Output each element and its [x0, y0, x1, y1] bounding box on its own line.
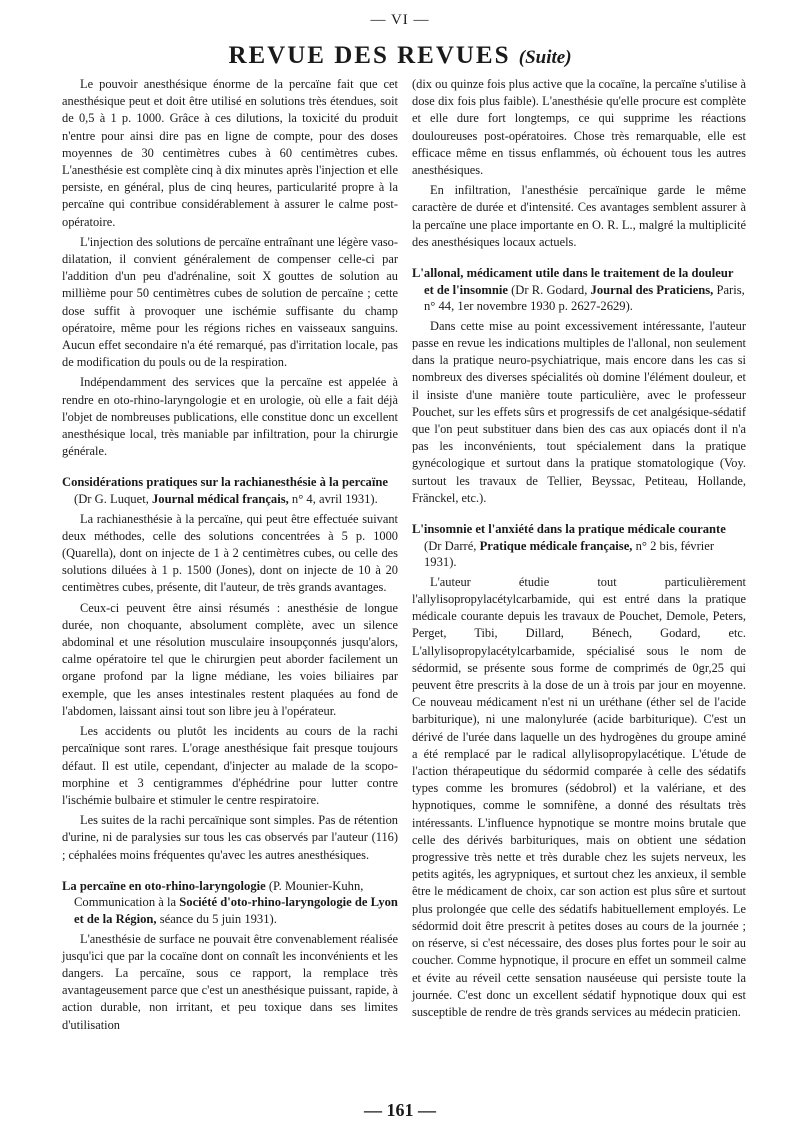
- article-author: (P. Mounier-Kuhn, Communication à la: [74, 878, 364, 910]
- running-title-text: REVUE DES REVUES: [228, 42, 511, 69]
- running-title: [0, 42, 800, 70]
- article-journal: Société d'oto-rhino-laryngologie de Lyon et de la Région,: [74, 895, 398, 926]
- paragraph: Les suites de la rachi percaïnique sont simples. Pas de rétention d'urine, ni de paralysies sur tous les cas observés par l'auteur (116) ; céphalées moins fréquentes qu'avec les autres anesthésiques.: [62, 813, 398, 862]
- paragraph: La rachianesthésie à la percaïne, qui peut être effectuée suivant deux méthodes, celle des solutions concentrées à 5 p. 1000 (Quarella), dont on injecte de 1 à 2 centimètres cubes, ou celle des solutions diluées à 1 p. 1500 (Jones), dont on injecte de 10 à 20 centimètres cubes, présente, dit l'auteur, de très grands avantages.: [62, 511, 398, 595]
- article-title: L'insomnie et l'anxiété dans la pratique médicale courante: [412, 522, 726, 537]
- paragraph: L'anesthésie de surface ne pouvait être convenablement réalisée jusqu'ici que par la cocaïne dont on connaît les inconvénients et les dangers. La percaïne, sous ce rapport, la remplace très avantageusement parce que c'est un anesthésique puissant, rapide, à action durable, non irritant, et peu toxique dans ses limites d'utilisation: [62, 931, 398, 1032]
- paragraph: Ceux-ci peuvent être ainsi résumés : anesthésie de longue durée, non choquante, absolument complète, avec un silence abdominal et une résolution musculaire insoupçonnés jusqu'alors, calme opératoire tel que le chirurgien peut aborder facilement un organe profond par la ligne médiane, les voies biliaires par exemple, que les anses intestinales restent plaquées au fond de l'abdomen, laissant ainsi tout son libre jeu à l'opérateur.: [62, 600, 398, 718]
- paragraph: (dix ou quinze fois plus active que la cocaïne, la percaïne s'utilise à dose dix fois plus faible). L'anesthésie qu'elle procure est complète et elle dure fort longtemps, ce qui supprime les réactions douloureuses post-opératoires. Chose très remarquable, elle est efficace même en tissus enflammés, où échouent tous les autres anesthésiques.: [412, 77, 746, 178]
- article-journal: Journal des Praticiens,: [590, 282, 714, 297]
- article-author: (Dr Darré,: [424, 538, 480, 553]
- page-number: — 161 —: [364, 1100, 436, 1120]
- article-reference: Paris, n° 44, 1er novembre 1930 p. 2627-2629).: [424, 282, 745, 314]
- top-folio: — VI —: [370, 12, 430, 28]
- left-column: [62, 76, 398, 1037]
- article-journal: Journal médical français,: [152, 492, 289, 507]
- article-heading: [62, 878, 398, 928]
- article-title: Considérations pratiques sur la rachianesthésie à la percaïne: [62, 475, 388, 490]
- paragraph: Les accidents ou plutôt les incidents au cours de la rachi percaïnique sont rares. L'orage anesthésique fait presque toujours défaut. Il est utile, cependant, d'injecter au malade de la scopo-morphine et 3 centigrammes d'éphédrine pour lutter contre l'ischémie bulbaire et stimuler le centre respiratoire.: [62, 724, 398, 807]
- article-author: (Dr G. Luquet,: [74, 492, 152, 507]
- article-heading: [412, 265, 746, 315]
- paragraph: En infiltration, l'anesthésie percaïnique garde le même caractère de durée et d'intensité. Ces avantages semblent assurer à la percaïne une place importante en O. R. L., malgré la multiplicité des anesthésiques locaux actuels.: [412, 183, 746, 249]
- article-heading: [412, 521, 746, 571]
- article-heading: [62, 474, 398, 507]
- article-title: La percaïne en oto-rhino-laryngologie: [62, 878, 266, 893]
- right-column: [412, 76, 746, 1024]
- paragraph: Dans cette mise au point excessivement intéressante, l'auteur passe en revue les indications multiples de l'allonal, non seulement dans la pratique neuro-psychiatrique, mais encore dans les cas si nombreux des diverses spécialités où domine l'élément douleur, et il insiste d'une manière toute particulière, avec le professeur Pouchet, sur les effets sûrs et progressifs de cet analgésique-sédatif que l'on peut substituer dans bien des cas aux opiacés dont il n'a pas les inconvénients, tout spécialement dans la pratique gynécologique et surtout dans la pratique stomatologique (Voy. surtout les travaux de Tellier, Beyssac, Petiteau, Hollande, Fränckel, etc.).: [412, 318, 746, 505]
- article-journal: Pratique médicale française,: [479, 538, 633, 553]
- running-title-suite: (Suite): [518, 47, 572, 68]
- paragraph: Indépendamment des services que la percaïne est appelée à rendre en oto-rhino-laryngologie et en urologie, où elle a fait déjà l'objet de nombreuses publications, elle constitue donc un excellent anesthésique local, très maniable par infiltration, pour la chirurgie générale.: [62, 375, 398, 459]
- article-title: L'allonal, médicament utile dans le traitement de la douleur et de l'insomnie: [412, 266, 734, 297]
- article-reference: n° 2 bis, février 1931).: [424, 538, 715, 570]
- paragraph: L'auteur étudie tout particulièrement l'allylisopropylacétylcarbamide, qui est entré dans la pratique médicale courante depuis les travaux de Pouchet, Demole, Peters, Perget, Tibi, Dillard, Bénech, Godard, etc. L'allylisopropylacétylcarbamide, spécialisé sous le nom de sédormid, se présente sous forme de comprimés de 0gr,25 qui peuvent être prescrits à la dose de un à trois par jour en moyenne. Ce nouveau médicament n'est ni un uréthane (éther sel de l'acide barbiturique), ni une malonylurée (acide barbiturique). C'est un dérivé de l'urée dans laquelle un des hydrogènes du groupe aminé a été remplacé par le radical allylisopropylacétique. L'étude de l'action thérapeutique du sédormid comparée à celle des sédatifs types comme les bromures (sédobrol) et la valériane, et des hypnotiques, comme le somnifène, a donné des résultats très intéressants. L'influence hypnotique se montre moins brutale que celle des dérivés barbituriques, mais on obtient une sédation progressive très nette et très durable chez les sujets nerveux, les petits agités, les agrypniques, et surtout chez les anxieux, il semble être le médicament de choix, car son action est plus sûre et surtout plus prolongée que celle des sédatifs habituellement employés. Le sédormid doit être prescrit à petites doses au cours de la journée ; on réserve, si c'est nécessaire, des doses plus fortes pour le soir au coucher. Comme hypnotique, il procure en effet un sommeil calme et évite au réveil cette sensation nauséeuse qui persiste toute la journée. C'est donc un excellent sédatif hypnotique doux qui est susceptible de rendre de très grands services au médecin praticien.: [412, 574, 746, 1019]
- article-reference: séance du 5 juin 1931).: [156, 911, 277, 926]
- article-author: (Dr R. Godard,: [507, 282, 591, 297]
- paragraph: L'injection des solutions de percaïne entraînant une légère vaso-dilatation, il convient généralement de compenser celle-ci par l'addition d'un peu d'adrénaline, soit X gouttes de solution au millième pour 50 centimètres cubes de solution de percaïne ; cette dose suffit à provoquer une ischémie suffisante du champ opératoire, même pour les régions riches en vaisseaux sanguins. Aucun effet secondaire n'a été remarqué, pas d'irritation locale, pas de modification du pouls ou de la respiration.: [62, 234, 398, 370]
- paragraph: Le pouvoir anesthésique énorme de la percaïne fait que cet anesthésique peut et doit être utilisé en solutions très étendues, soit de 0,5 à 1 p. 1000. Grâce à ces dilutions, la toxicité du produit n'entre pour ainsi dire pas en ligne de compte, pour des doses moyennes de 30 centimètres cubes à 60 centimètres cubes. L'anesthésie est complète cinq à dix minutes après l'injection et elle persiste, en général, plus de cinq heures, particularité propre à la percaïne qui contribue considérablement à assurer le calme post-opératoire.: [62, 77, 398, 229]
- article-reference: n° 4, avril 1931).: [288, 492, 378, 507]
